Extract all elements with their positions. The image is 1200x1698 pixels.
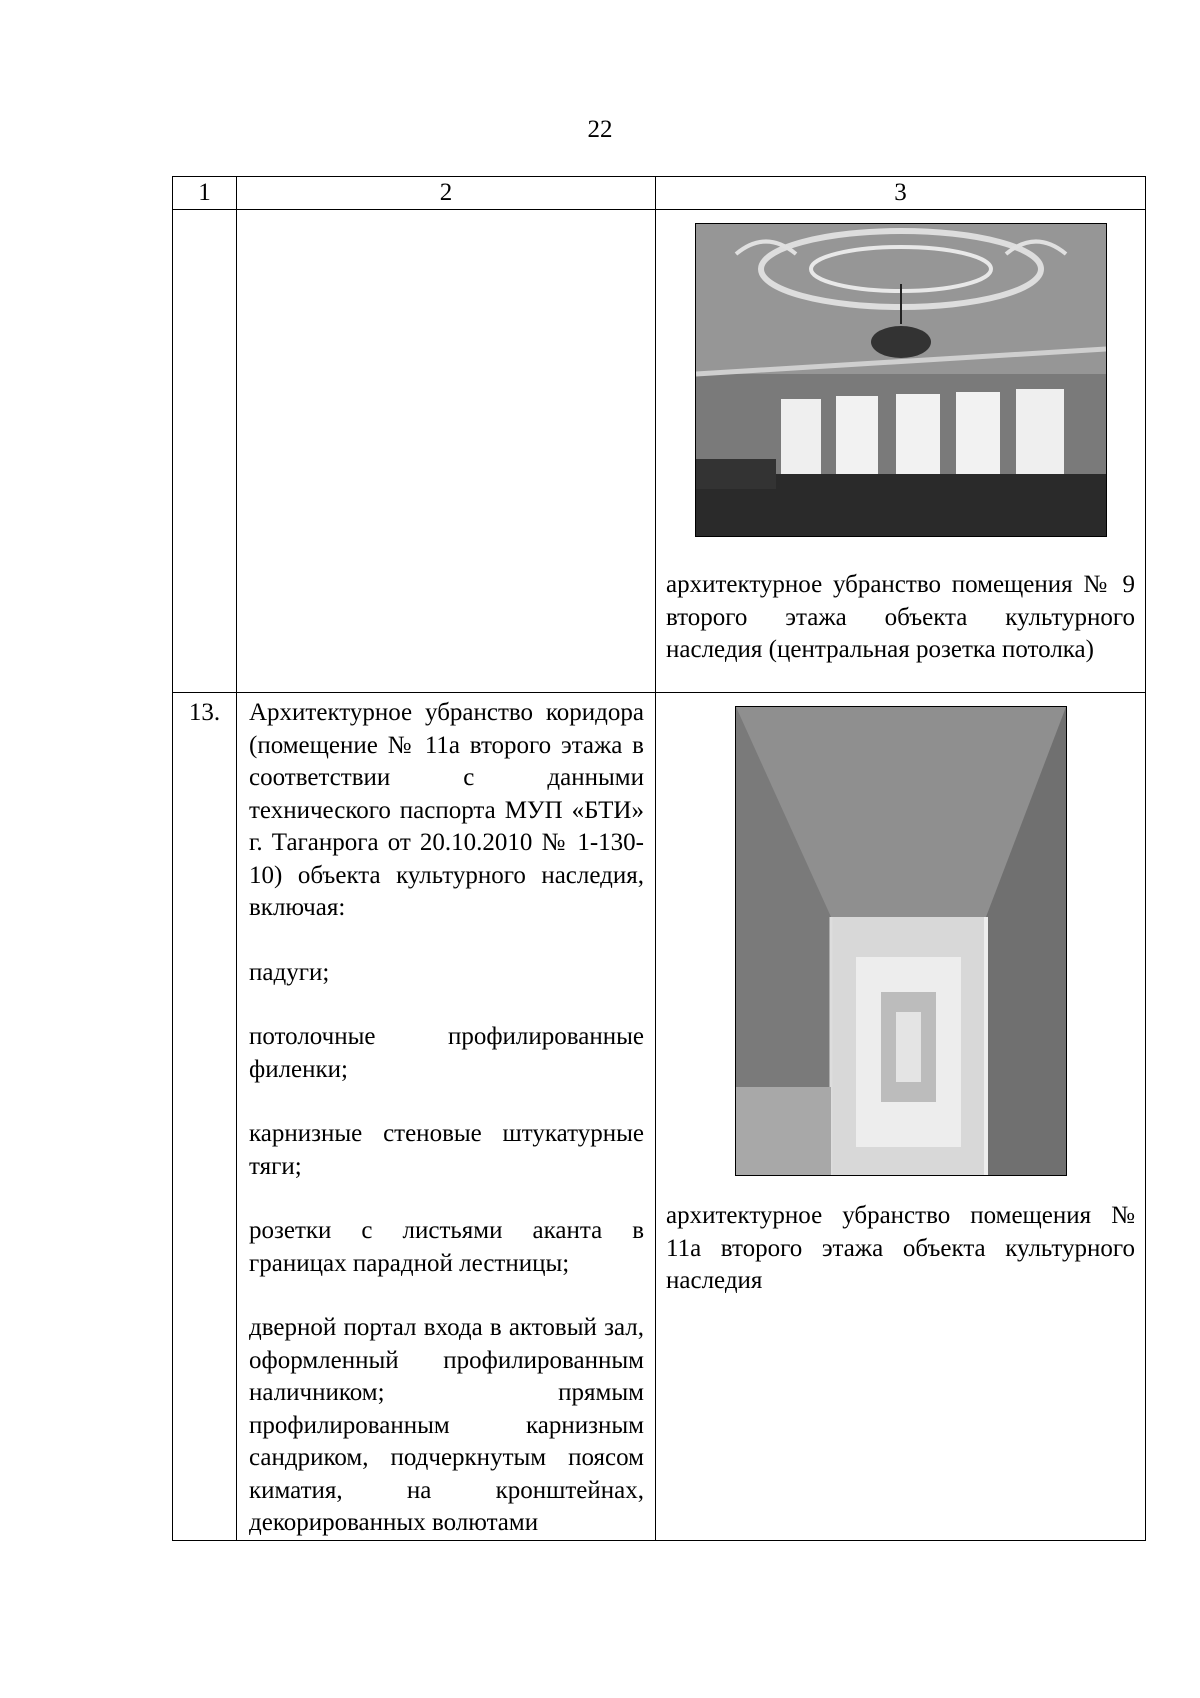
header-col-2: 2 — [237, 177, 656, 210]
photo-caption: архитектурное убранство помещения № 11а второго этажа объекта культурного наследия — [666, 1202, 1135, 1294]
heritage-table — [172, 176, 1146, 1541]
description-paragraph: карнизные стеновые штукатурные тяги; — [249, 1120, 644, 1180]
description-paragraph: Архитектурное убранство коридора (помещение № 11а второго этажа в соответствии с данными технического паспорта МУП «БТИ» г. Таганрога от 20.10.2010 № 1-130-10) объекта культурного наследия, включая: — [249, 699, 644, 921]
row-number — [173, 210, 237, 693]
table-header-row — [173, 177, 1146, 210]
photo-ceiling-rosette — [695, 223, 1107, 537]
description-paragraph: розетки с листьями аканта в границах парадной лестницы; — [249, 1217, 644, 1277]
description-paragraph: потолочные профилированные филенки; — [249, 1023, 644, 1083]
row-photo-cell — [656, 693, 1146, 1541]
row-number: 13. — [173, 693, 237, 1541]
photo-corridor — [735, 706, 1067, 1176]
table-row — [173, 210, 1146, 693]
row-description — [237, 210, 656, 693]
header-col-1: 1 — [173, 177, 237, 210]
row-description — [237, 693, 656, 1541]
description-paragraph: дверной портал входа в актовый зал, оформленный профилированным наличником; прямым профилированным карнизным сандриком, подчеркнутым поясом киматия, на кронштейнах, декорированных волютами — [249, 1314, 644, 1536]
row-photo-cell — [656, 210, 1146, 693]
photo-caption: архитектурное убранство помещения № 9 второго этажа объекта культурного наследия (центральная розетка потолка) — [666, 571, 1135, 663]
header-col-3: 3 — [656, 177, 1146, 210]
table-row — [173, 693, 1146, 1541]
page-number: 22 — [587, 116, 613, 143]
description-paragraph: падуги; — [249, 958, 330, 986]
